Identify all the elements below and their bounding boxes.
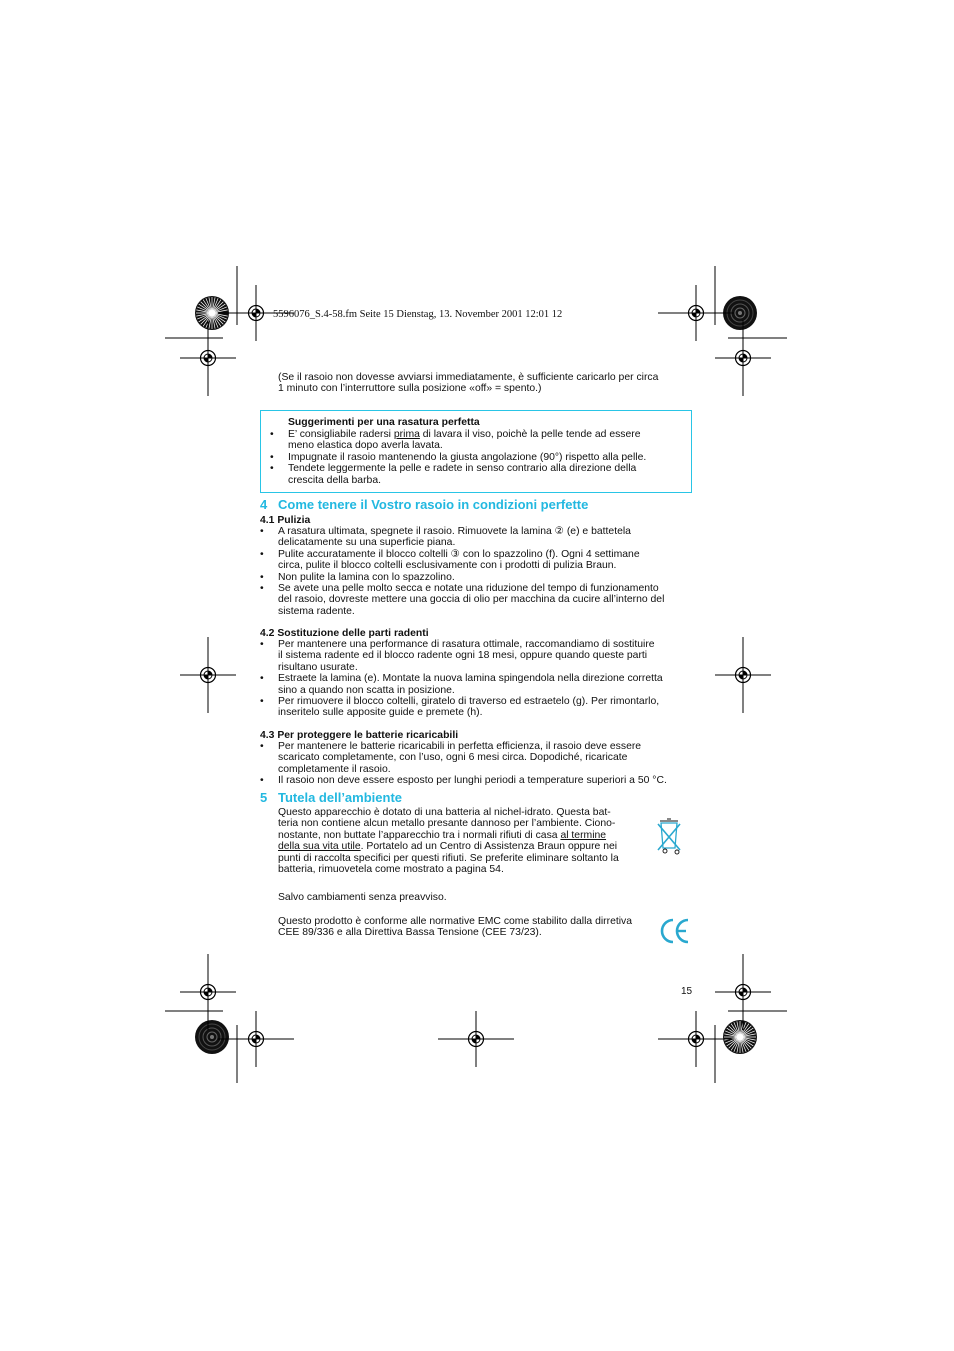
text: • Pulite accuratamente il blocco coltelli ③ con lo spazzolino (f). Ogni 4 settimane <box>278 548 640 560</box>
subsection-4-1-heading: 4.1 Pulizia <box>260 515 311 526</box>
text: meno elastica dopo averla lavata. <box>288 440 443 452</box>
text: crescita della barba. <box>288 474 381 486</box>
tips-list <box>270 429 685 486</box>
subsection-4-3-heading: 4.3 Per proteggere le batterie ricaricabili <box>260 730 459 741</box>
section-5-heading <box>260 790 402 805</box>
text: Questo prodotto è conforme alle normative EMC come stabilito dalla dirretiva <box>278 916 633 927</box>
battery-list <box>260 741 694 787</box>
list-item <box>260 775 694 786</box>
underlined-text: prima <box>393 429 420 440</box>
text: il sistema radente ed il blocco radente ogni 18 mesi, oppure quando queste parti <box>278 650 648 662</box>
text: batteria, rimuovetela come mostrato a pagina 54. <box>278 864 504 876</box>
list-item <box>260 583 694 617</box>
text: • Impugnate il rasoio mantenendo la giusta angolazione (90°) rispetto alla pelle. <box>288 451 647 463</box>
section-number: 4 <box>260 497 268 512</box>
text: • Tendete leggermente la pelle e radete in senso contrario alla direzione della <box>288 463 637 475</box>
subsection-4-2-heading: 4.2 Sostituzione delle parti radenti <box>260 628 429 639</box>
text: . Portatelo ad un Centro di Assistenza Braun oppure nei <box>360 841 618 853</box>
replacement-list <box>260 639 694 719</box>
text: • Non pulite la lamina con lo spazzolino. <box>278 571 455 583</box>
section-4-heading <box>260 497 588 512</box>
section-title: Come tenere il Vostro rasoio in condizioni perfette <box>278 497 589 512</box>
text: • Se avete una pelle molto secca e notate una riduzione del tempo di funzionamento <box>278 583 659 595</box>
underlined-text: della sua vita utile <box>278 841 361 853</box>
text: • Per rimuovere il blocco coltelli, giratelo di traverso ed estraetelo (g). Per rimontarlo, <box>278 696 660 708</box>
list-item <box>260 673 694 696</box>
text: punti di raccolta specifici per questi rifiuti. Se preferite eliminare soltanto la <box>278 852 619 864</box>
text: • Per mantenere le batterie ricaricabili in perfetta efficienza, il rasoio deve essere <box>278 741 642 752</box>
section-title: Tutela dell’ambiente <box>278 790 403 805</box>
list-item <box>260 639 694 673</box>
crossed-bin-icon <box>655 818 683 856</box>
text: sino a quando non scatta in posizione. <box>278 684 455 696</box>
intro-line: (Se il rasoio non dovesse avviarsi immediatamente, è sufficiente caricarlo per circa <box>278 372 659 383</box>
text: sistema radente. <box>278 605 355 617</box>
list-item <box>260 526 694 549</box>
list-item <box>270 463 685 486</box>
text: • Per mantenere una performance di rasatura ottimale, raccomandiamo di sostituire <box>278 639 655 650</box>
list-item <box>260 696 694 719</box>
text: • A rasatura ultimata, spegnete il rasoio. Rimuovete la lamina ② (e) e battetela <box>278 526 631 537</box>
notice-text: Salvo cambiamenti senza preavviso. <box>278 892 447 903</box>
text: CEE 89/336 e alla Direttiva Bassa Tensione (CEE 73/23). <box>278 927 542 939</box>
list-item <box>270 452 685 463</box>
text: completamente il rasoio. <box>278 763 391 775</box>
list-item <box>260 549 694 572</box>
ce-mark-icon <box>659 916 691 946</box>
text: nostante, non buttate l’apparecchio tra i normali rifiuti di casa <box>278 829 561 841</box>
text: di lavara il viso, poichè la pelle tende ad essere <box>419 429 641 440</box>
list-item <box>270 429 685 452</box>
text: teria non contiene alcun metallo presante dannoso per l’ambiente. Ciono- <box>278 818 616 830</box>
text: Questo apparecchio è dotato di una batteria al nichel-idrato. Questa bat- <box>278 807 611 818</box>
list-item <box>260 572 694 583</box>
conformity-paragraph <box>278 916 663 939</box>
text: delicatamente su una superficie piana. <box>278 537 456 549</box>
tips-box <box>260 410 692 493</box>
text: risultano usurate. <box>278 661 358 673</box>
environment-paragraph <box>278 807 650 875</box>
intro-paragraph <box>278 372 698 395</box>
intro-line: 1 minuto con l’interruttore sulla posizione «off» = spento.) <box>278 383 542 395</box>
section-number: 5 <box>260 790 268 805</box>
underlined-text: al termine <box>560 829 607 841</box>
text: • Il rasoio non deve essere esposto per lunghi periodi a temperature superiori a 50 °C. <box>278 775 667 787</box>
text: E’ consigliabile radersi <box>288 429 394 440</box>
file-info-header: 5596076_S.4-58.fm Seite 15 Dienstag, 13. November 2001 12:01 12 <box>273 309 563 320</box>
text: scaricato completamente, con l’uso, ogni 6 mesi circa. Dopodiché, ricaricate <box>278 752 628 764</box>
text: del rasoio, dovreste mettere una goccia di olio per macchina da cucire all’interno del <box>278 594 665 606</box>
text: • Estraete la lamina (e). Montate la nuova lamina spingendola nella direzione corretta <box>278 673 663 685</box>
list-item <box>260 741 694 775</box>
text: inseritelo sulle apposite guide e premete (h). <box>278 707 483 719</box>
text: circa, pulite il blocco coltelli esclusivamente con i prodotti di pulizia Braun. <box>278 560 617 572</box>
page-number: 15 <box>681 986 693 997</box>
tips-title: Suggerimenti per una rasatura perfetta <box>288 417 480 428</box>
cleaning-list <box>260 526 694 617</box>
